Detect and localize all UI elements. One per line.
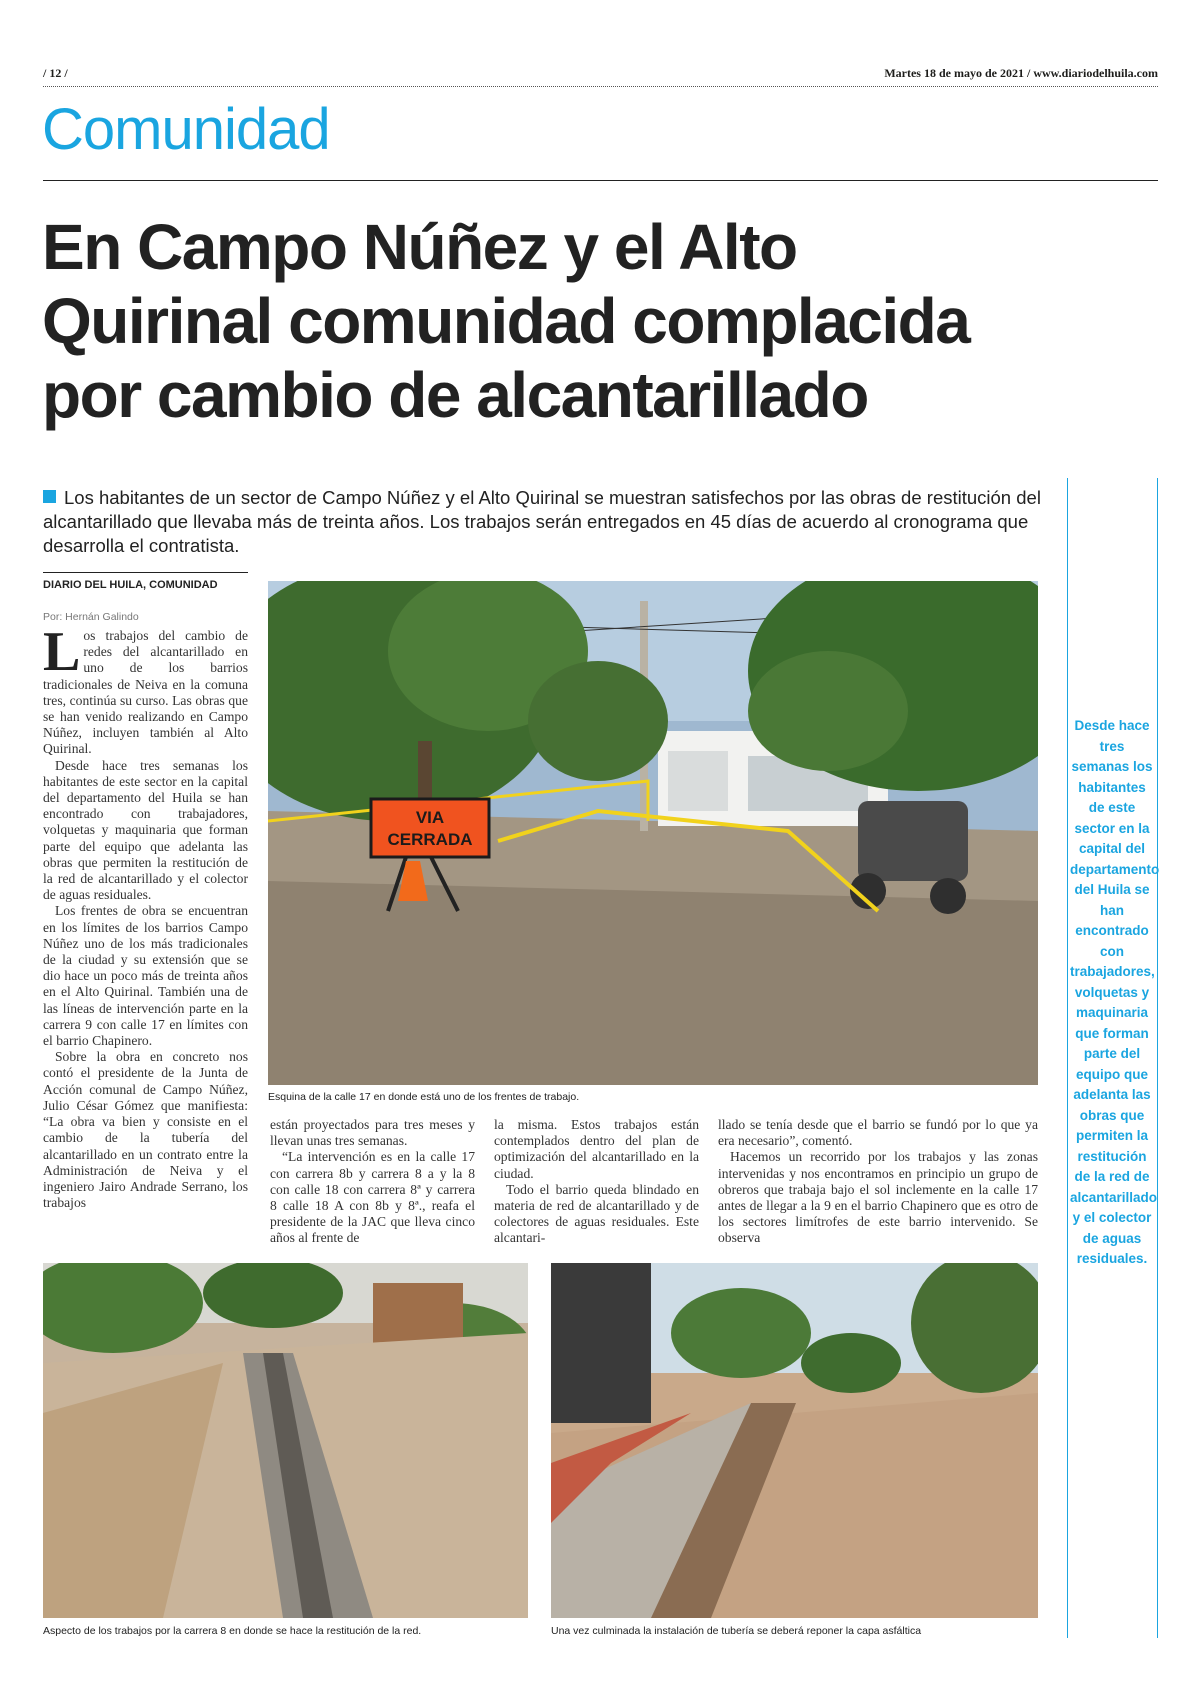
- paragraph: llado se tenía desde que el barrio se fundó por lo que ya era necesario”, comentó.: [718, 1117, 1038, 1149]
- headline: [42, 210, 1162, 432]
- sidebar-rule-left: [1067, 478, 1068, 1638]
- lead-text: Los habitantes de un sector de Campo Núñez y el Alto Quirinal se muestran satisfechos por las obras de restitución del alcantarillado que llevaba más de treinta años. Los trabajos serán entregados en 45 días de acuerdo al cronograma que desarrolla el contratista.: [43, 487, 1041, 556]
- left-photo-caption: Aspecto de los trabajos por la carrera 8 en donde se hace la restitución de la red.: [43, 1625, 422, 1637]
- paragraph: Hacemos un recorrido por los trabajos y las zonas intervenidas y nos encontramos en principio un grupo de obreros que trabaja bajo el sol inclemente en la calle 17 antes de llegar a la 9 en el barrio Chapinero que es otro de los sectores limítrofes de este barrio intervenido. Se observa: [718, 1149, 1038, 1246]
- article-column-1: [43, 621, 248, 1211]
- site-url: www.diariodelhuila.com: [1033, 66, 1158, 80]
- headline-line-2: Quirinal comunidad complacida: [42, 285, 970, 357]
- sidebar-rule-right: [1157, 478, 1158, 1638]
- paragraph: Sobre la obra en concreto nos contó el presidente de la Junta de Acción comunal de Campo Núñez, Julio César Gómez que manifiesta: “La obra va bien y consiste en el cambio de la tubería del alcantarillado en un contrato entre la Administración de Neiva y el ingeniero Jairo Andrade Serrano, los trabajos: [43, 1049, 248, 1211]
- headline-line-3: por cambio de alcantarillado: [42, 359, 868, 431]
- right-photo-caption: Una vez culminada la instalación de tubería se deberá reponer la capa asfáltica: [551, 1625, 922, 1637]
- paragraph: Los frentes de obra se encuentran en los límites de los barrios Campo Núñez uno de los más tradicionales de la ciudad y su extensión que se dio hace un poco más de treinta años en el Alto Quirinal. También una de las líneas de intervención parte en la carrera 9 con calle 17 en límites con el barrio Chapinero.: [43, 903, 248, 1049]
- drop-cap: L: [43, 621, 81, 683]
- main-photo: [268, 581, 1038, 1085]
- article-column-2: [270, 1117, 475, 1247]
- article-column-3: [494, 1117, 699, 1247]
- sign-line-2: CERRADA: [387, 830, 473, 849]
- main-photo-caption: Esquina de la calle 17 en donde está uno de los frentes de trabajo.: [268, 1091, 580, 1103]
- paragraph: Todo el barrio queda blindado en materia de red de alcantarillado y de colectores de aguas residuales. Este alcantari-: [494, 1181, 699, 1246]
- sidebar-quote: Desde hace tres semanas los habitantes de este sector en la capital del departamento del Huila se han encontrado con trabajadores, volquetas y maquinaria que forman parte del equipo que adelanta las obras que permiten la restitución de la red de alcantarillado y el colector de aguas residuales.: [1070, 718, 1160, 1266]
- left-photo: [43, 1263, 528, 1618]
- dateline-separator: /: [1026, 66, 1031, 80]
- paragraph: “La intervención es en la calle 17 con carrera 8b y carrera 8 a y la 8 con calle 18 con carrera 8ª y carrera 8 calle 18 A con 8b y 8ª., reafa el presidente de la JAC que lleva cinco años al frente de: [270, 1149, 475, 1246]
- article-column-4: [718, 1117, 1038, 1247]
- dateline: [884, 66, 1158, 81]
- header-divider: [43, 86, 1158, 87]
- paragraph: [43, 621, 248, 758]
- lead-square-icon: [43, 490, 56, 503]
- lead-paragraph: [43, 486, 1063, 558]
- byline-source: DIARIO DEL HUILA, COMUNIDAD: [43, 579, 218, 591]
- byline-author: Por: Hernán Galindo: [43, 611, 139, 623]
- paragraph: Desde hace tres semanas los habitantes de este sector en la capital del departamento del Huila se han encontrado con trabajadores, volquetas y maquinaria que forman parte del equipo que adelanta las obras que permiten la restitución de la red de alcantarillado y el colector de aguas residuales.: [43, 757, 248, 903]
- section-title: Comunidad: [42, 97, 330, 162]
- paragraph: están proyectados para tres meses y llevan unas tres semanas.: [270, 1117, 475, 1149]
- sign-line-1: VIA: [415, 808, 445, 827]
- headline-line-1: En Campo Núñez y el Alto: [42, 211, 797, 283]
- section-divider: [43, 180, 1158, 181]
- paragraph-text: os trabajos del cambio de redes del alcantarillado en uno de los barrios tradicionales de Neiva en la comuna tres, continúa su curso. Las obras que se han venido realizando en Campo Núñez, incluyen también al Alto Quirinal.: [43, 628, 248, 757]
- right-photo: [551, 1263, 1038, 1618]
- issue-date: Martes 18 de mayo de 2021: [884, 66, 1024, 80]
- paragraph: la misma. Estos trabajos están contemplados dentro del plan de optimización del alcantarillado en la ciudad.: [494, 1117, 699, 1181]
- page-number: / 12 /: [43, 66, 68, 80]
- byline-rule: [43, 572, 248, 573]
